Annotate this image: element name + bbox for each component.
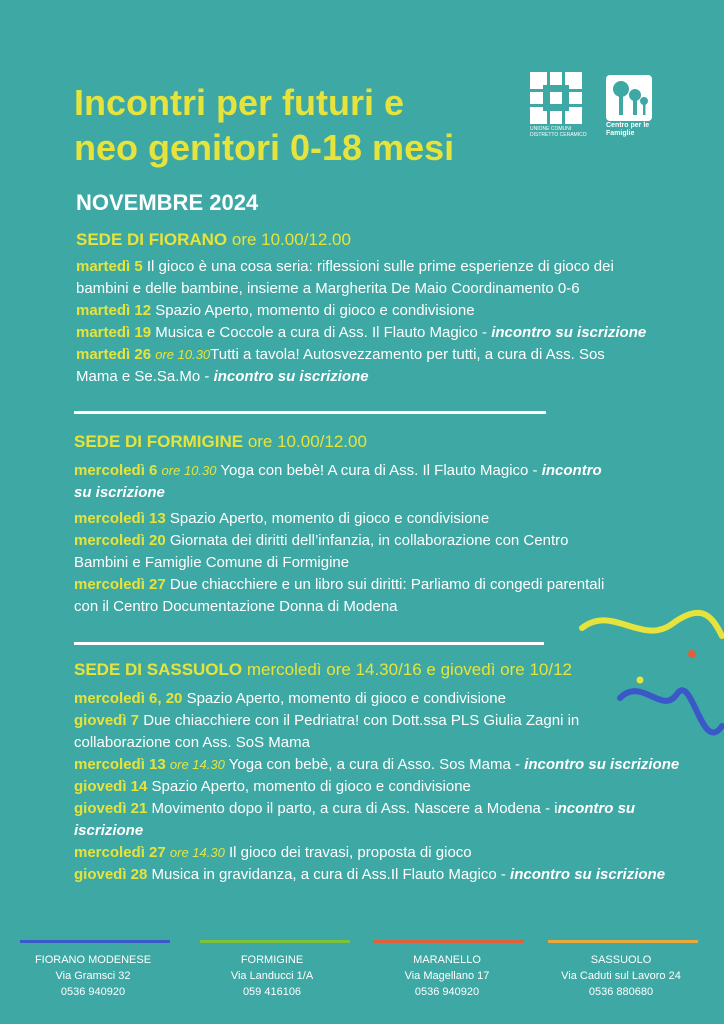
divider [74,642,544,645]
footer-line-fiorano [20,940,170,943]
list-item: giovedì 7 Due chiacchiere con il Pedriatra! con Dott.ssa PLS Giulia Zagni in [74,712,580,729]
list-item: martedì 19 Musica e Coccole a cura di Ass. Il Flauto Magico - incontro su iscrizione [76,324,647,341]
list-item: mercoledì 27 Due chiacchiere e un libro sui diritti: Parliamo di congedi parentali [74,576,605,593]
formigine-heading: SEDE DI FORMIGINE ore 10.00/12.00 [74,432,367,451]
list-item: martedì 5 Il gioco è una cosa seria: riflessioni sulle prime esperienze di gioco dei [76,258,614,275]
sassuolo-events: mercoledì 6, 20 Spazio Aperto, momento di gioco e condivisione giovedì 7 Due chiacchiere con il Pedriatra! con Dott.ssa PLS Giulia Zagni in collaborazione con Ass. SoS Mama mercoledì 13 ore 14.30 Yoga con bebè, a cura di Asso. Sos Mama - incontro su iscrizione giovedì 14 Spazio Aperto, momento di gioco e condivisione giovedì 21 Movimento dopo il parto, a cura di Ass. Nascere a Modena - incontro su iscrizione mercoledì 27 ore 14.30 Il gioco dei travasi, proposta di gioco giovedì 28 Musica in gravidanza, a cura di Ass.Il Flauto Magico - incontro su iscrizione [74,688,714,886]
list-item: giovedì 21 Movimento dopo il parto, a cura di Ass. Nascere a Modena - incontro su [74,800,636,817]
fiorano-events: martedì 5 Il gioco è una cosa seria: riflessioni sulle prime esperienze di gioco dei bambini e delle bambine, insieme a Margherita De Maio Coordinamento 0-6 martedì 12 Spazio Aperto, momento di gioco e condivisione martedì 19 Musica e Coccole a cura di Ass. Il Flauto Magico - incontro su iscrizione martedì 26 ore 10.30Tutti a tavola! Autosvezzamento per tutti, a cura di Ass. Sos Mama e Se.Sa.Mo - incontro su iscrizione [76,256,706,388]
footer-fiorano: FIORANO MODENESE Via Gramsci 32 0536 940920 [34,954,152,998]
footer-line-formigine [200,940,350,943]
footer-sassuolo: SASSUOLO Via Caduti sul Lavoro 24 0536 880680 [561,954,681,998]
centro-logo-text: Centro per le Famiglie [606,122,650,137]
list-item: mercoledì 6, 20 Spazio Aperto, momento di gioco e condivisione [74,690,506,707]
list-item: giovedì 28 Musica in gravidanza, a cura di Ass.Il Flauto Magico - incontro su iscrizione [74,866,666,883]
divider [74,411,546,414]
footer-line-sassuolo [548,940,698,943]
unione-logo [530,72,582,124]
fiorano-heading: SEDE DI FIORANO ore 10.00/12.00 [76,230,351,249]
grid-icon [530,72,582,124]
footer-formigine: FORMIGINE Via Landucci 1/A 059 416106 [230,954,314,998]
list-item: martedì 26 ore 10.30Tutti a tavola! Autosvezzamento per tutti, a cura di Ass. Sos [76,346,605,363]
sassuolo-heading: SEDE DI SASSUOLO mercoledì ore 14.30/16 e giovedì ore 10/12 [74,660,572,679]
list-item: martedì 12 Spazio Aperto, momento di gioco e condivisione [76,302,475,319]
footer-maranello: MARANELLO Via Magellano 17 0536 940920 [404,954,490,998]
trees-icon [606,75,652,121]
list-item: mercoledì 13 ore 14.30 Yoga con bebè, a cura di Asso. Sos Mama - incontro su iscrizione [74,756,680,773]
month-heading: NOVEMBRE 2024 [76,190,259,215]
unione-logo-text: UNIONE COMUNI DISTRETTO CERAMICO [530,126,587,138]
formigine-events: mercoledì 6 ore 10.30 Yoga con bebè! A cura di Ass. Il Flauto Magico - incontro su iscrizione mercoledì 13 Spazio Aperto, momento di gioco e condivisione mercoledì 20 Giornata dei diritti dell’infanzia, in collaborazione con Centro Bambini e Famiglie Comune di Formigine mercoledì 27 Due chiacchiere e un libro sui diritti: Parliamo di congedi parentali con il Centro Documentazione Donna di Modena [74,460,704,618]
list-item: mercoledì 27 ore 14.30 Il gioco dei travasi, proposta di gioco [74,844,472,861]
centro-logo [606,75,652,121]
list-item: giovedì 14 Spazio Aperto, momento di gioco e condivisione [74,778,471,795]
list-item: mercoledì 20 Giornata dei diritti dell’infanzia, in collaborazione con Centro [74,532,569,549]
list-item: mercoledì 6 ore 10.30 Yoga con bebè! A cura di Ass. Il Flauto Magico - incontro [74,462,602,479]
page-title: Incontri per futuri e neo genitori 0-18 mesi [74,82,455,168]
list-item: mercoledì 13 Spazio Aperto, momento di gioco e condivisione [74,510,490,527]
footer-line-maranello [374,940,524,943]
